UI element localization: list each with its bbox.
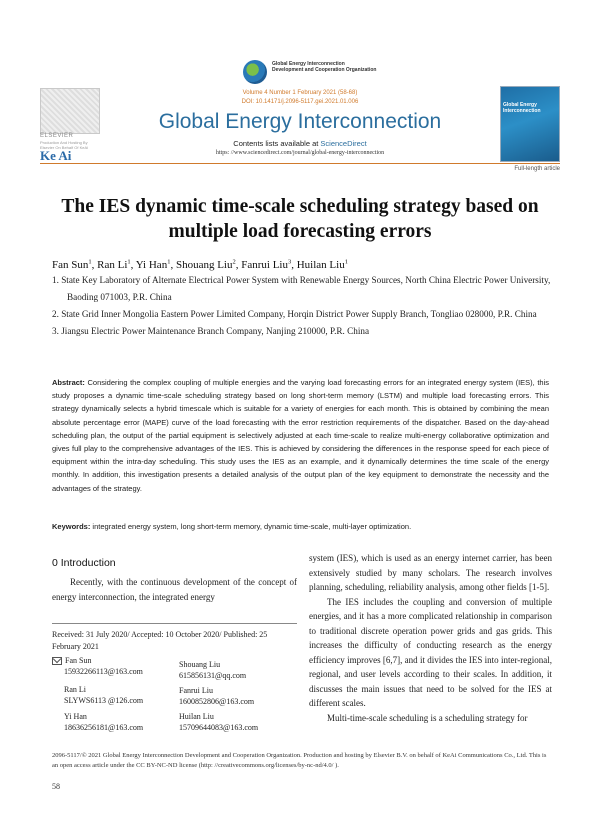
contact-entry (179, 711, 258, 733)
contact-entry (179, 659, 246, 681)
contact-entry (64, 684, 143, 706)
contact-name: Ran Li (64, 685, 86, 694)
mail-icon (52, 657, 62, 665)
keai-logo: Ke Ai (40, 148, 72, 163)
contact-name: Yi Han (64, 712, 87, 721)
author: Fanrui Liu$^3$, (241, 258, 297, 271)
intro-right-column (309, 551, 552, 725)
org-line-2: Development and Cooperation Organization (272, 67, 377, 73)
paragraph: The IES includes the coupling and conversion of multiple energies, and it has a more complicated relationship in comparison to traditional discrete operation power grids and gas grids. This increases the difficulty of conducting research as the energy efficiency improves [6,7], and it divides the IES into inter-regional, regional, and user levels according to their scales. In addition, it discusses the main issues that need to be solved for the IES at different scales. (309, 596, 552, 708)
contact-email[interactable]: 15709644083@163.com (179, 723, 259, 732)
contact-email[interactable]: 18636256181@163.com (64, 723, 144, 732)
affiliation-3: 3. Jiangsu Electric Power Maintenance Branch Company, Nanjing 210000, P.R. China (52, 326, 370, 336)
volume-info: Volume 4 Number 1 February 2021 (58-68) (242, 90, 358, 96)
intro-left-paragraph: Recently, with the continuous development of the concept of energy interconnection, the integrated energy (52, 577, 297, 602)
elsevier-name: ELSEVIER (40, 133, 74, 139)
contact-name: Fanrui Liu (179, 686, 213, 695)
paragraph: Multi-time-scale scheduling is a scheduling strategy for (327, 712, 528, 723)
journal-title: Global Energy Interconnection (158, 110, 442, 133)
abstract-label: Abstract: (52, 378, 85, 387)
affiliations (52, 272, 552, 340)
contact-email[interactable]: 15932266113@163.com (64, 667, 143, 676)
sciencedirect-link[interactable]: ScienceDirect (320, 139, 367, 148)
author: Fan Sun$^1$, (52, 258, 98, 271)
contact-email[interactable]: 1600852806@163.com (179, 697, 255, 706)
received-dates: Received: 31 July 2020/ Accepted: 10 October 2020/ Published: 25 February 2021 (52, 630, 268, 651)
keywords-text: integrated energy system, long short-term memory, dynamic time-scale, multi-layer optimization. (90, 522, 412, 531)
author: Yi Han$^1$, (135, 258, 176, 271)
keywords (52, 522, 549, 531)
contact-entry (179, 685, 254, 707)
footnote-divider (52, 623, 297, 624)
affiliation-1: 1. State Key Laboratory of Alternate Electrical Power System with Renewable Energy Sources, North China Electric Power University, Baoding 071003, P.R. China (52, 275, 551, 302)
doi-link[interactable]: DOI: 10.14171/j.2096-5117.gei.2021.01.006 (241, 99, 359, 105)
gei-logo-icon (243, 60, 267, 84)
contact-email[interactable]: 615856131@qq.com (179, 671, 247, 680)
keywords-label: Keywords: (52, 522, 91, 531)
cover-title: Global Energy Interconnection (503, 102, 541, 114)
author: Huilan Liu$^1$ (296, 258, 348, 271)
abstract (52, 376, 549, 495)
author: Shouang Liu$^2$, (175, 258, 242, 271)
author: Ran Li$^1$, (97, 258, 136, 271)
org-line-1: Global Energy Interconnection (272, 61, 345, 67)
contact-entry (52, 655, 143, 677)
contact-name: Fan Sun (65, 656, 92, 665)
affiliation-2: 2. State Grid Inner Mongolia Eastern Power Limited Company, Horqin District Power Supply Branch, Tongliao 028000, P.R. China (52, 309, 537, 319)
journal-cover-image (500, 86, 560, 162)
gei-org-name (272, 61, 376, 73)
paragraph: system (IES), which is used as an energy internet carrier, has been extensively studied by many scholars. The research involves planning, scheduling, reliability analysis, among other fields [1-5]. (309, 553, 552, 592)
article-title: The IES dynamic time-scale scheduling strategy based on multiple load forecasting errors (61, 196, 539, 242)
contact-entry (64, 711, 143, 733)
contact-name: Huilan Liu (179, 712, 214, 721)
abstract-text: Considering the complex coupling of multiple energies and the varying load forecasting errors for an integrated energy system (IES), this study proposes a dynamic time-scale scheduling strategy based on long short-term memory (LSTM) and multiple load forecasting errors. This strategy dynamically selects a hybrid timescale which is suitable for a variety of energies for each month. This is obtained by combining the mean absolute percentage error (MAPE) curve of the load forecasting with the error restriction requirements of the dispatcher. Based on the day-ahead scheduling plan, the output of the partial equipment is selectively adjusted at each time-scale to realize multi-energy collaborative optimization and gives full play to the comprehensive advantages of the IES. This is achieved by considering the differences in the response speed for each piece of equipment within the intra-day scheduling. This study uses the IES as an example, and it dynamically determines the time scale of the energy monthly. In addition, this investigation presents a detailed analysis of the output plan of the key equipment to demonstrate the necessity and the advantages of the strategy. (52, 378, 549, 493)
contents-prefix: Contents lists available at (233, 139, 321, 148)
contact-email[interactable]: SLYWS6113 @126.com (64, 696, 144, 705)
header-divider (40, 163, 560, 164)
journal-url[interactable]: https: //www.sciencedirect.com/journal/global-energy-interconnection (215, 150, 385, 156)
copyright-notice: 2096-5117/© 2021 Global Energy Interconnection Development and Cooperation Organization. Production and hosting by Elsevier B.V. on behalf of KeAi Communications Co., Ltd. This is an open access article under the CC BY-NC-ND license (http: //creativecommons.org/licenses/by-nc-nd/4.0/ ). (52, 752, 547, 769)
section-heading: 0 Introduction (52, 557, 116, 569)
page-number: 58 (52, 782, 60, 791)
author-list (52, 258, 348, 271)
contact-name: Shouang Liu (179, 660, 221, 669)
article-type: Full-length article (514, 166, 560, 172)
elsevier-tagline: Production And Hosting By Elsevier On Behalf Of KeAi (40, 140, 89, 150)
